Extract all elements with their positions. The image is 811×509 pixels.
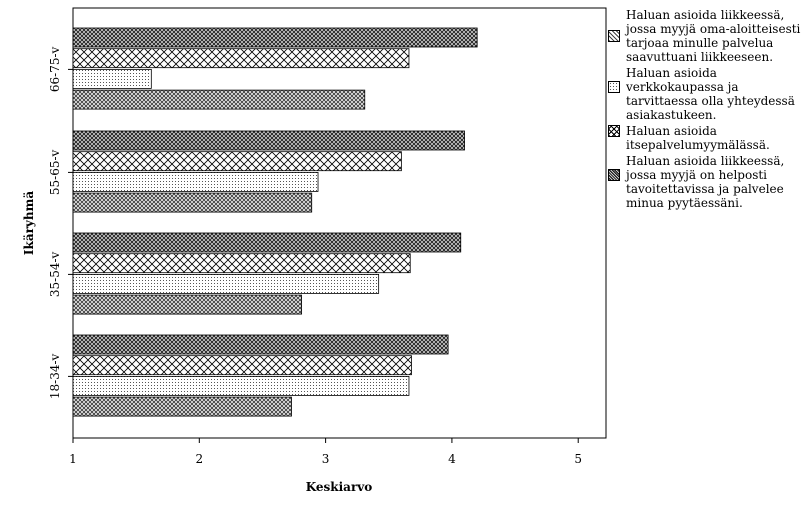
- x-axis-title: Keskiarvo: [305, 480, 373, 494]
- y-tick-label: 18-34-v: [48, 353, 62, 400]
- legend-item-4: [606, 154, 806, 210]
- bar-66-75-v-series-4: [73, 90, 365, 109]
- legend-swatch: [608, 81, 620, 93]
- legend-label: Haluan asioida verkkokaupassa ja tarvittaessa olla yhteydessä asiakastukeen.: [626, 66, 795, 122]
- bar-55-65-v-series-1: [73, 131, 465, 150]
- bar-55-65-v-series-3: [73, 172, 318, 191]
- legend-swatch: [608, 30, 620, 42]
- bar-18-34-v-series-1: [73, 335, 448, 354]
- bar-18-34-v-series-2: [73, 356, 411, 375]
- bar-66-75-v-series-2: [73, 49, 409, 68]
- bar-35-54-v-series-1: [73, 233, 461, 252]
- x-tick-label: 5: [574, 452, 583, 466]
- bar-66-75-v-series-3: [73, 69, 151, 88]
- bar-18-34-v-series-3: [73, 376, 409, 395]
- x-tick-label: 2: [195, 452, 204, 466]
- y-tick-label: 35-54-v: [48, 251, 62, 298]
- legend-item-3: [606, 124, 806, 152]
- y-tick-label: 55-65-v: [48, 149, 62, 196]
- legend-item-1: [606, 8, 806, 64]
- legend-swatch: [608, 125, 620, 137]
- legend-label: Haluan asioida liikkeessä, jossa myyjä on helposti tavoitettavissa ja palvelee minua pyytäessäni.: [626, 154, 785, 210]
- bar-55-65-v-series-2: [73, 152, 401, 171]
- x-tick-label: 4: [448, 452, 456, 466]
- bar-55-65-v-series-4: [73, 193, 312, 212]
- x-tick-label: 1: [69, 452, 77, 466]
- bar-35-54-v-series-2: [73, 254, 410, 273]
- y-axis-title: Ikäryhmä: [22, 190, 36, 256]
- legend-label: Haluan asioida itsepalvelumyymälässä.: [626, 124, 770, 152]
- legend: [606, 8, 806, 212]
- legend-label: Haluan asioida liikkeessä, jossa myyjä oma-aloitteisesti tarjoaa minulle palvelua saavuttuani liikkeeseen.: [626, 8, 801, 64]
- bar-35-54-v-series-4: [73, 295, 302, 314]
- bar-18-34-v-series-4: [73, 397, 292, 416]
- bar-66-75-v-series-1: [73, 28, 477, 47]
- bar-35-54-v-series-3: [73, 274, 379, 293]
- legend-item-2: [606, 66, 806, 122]
- legend-swatch: [608, 169, 620, 181]
- x-tick-label: 3: [321, 452, 330, 466]
- y-tick-label: 66-75-v: [48, 46, 62, 93]
